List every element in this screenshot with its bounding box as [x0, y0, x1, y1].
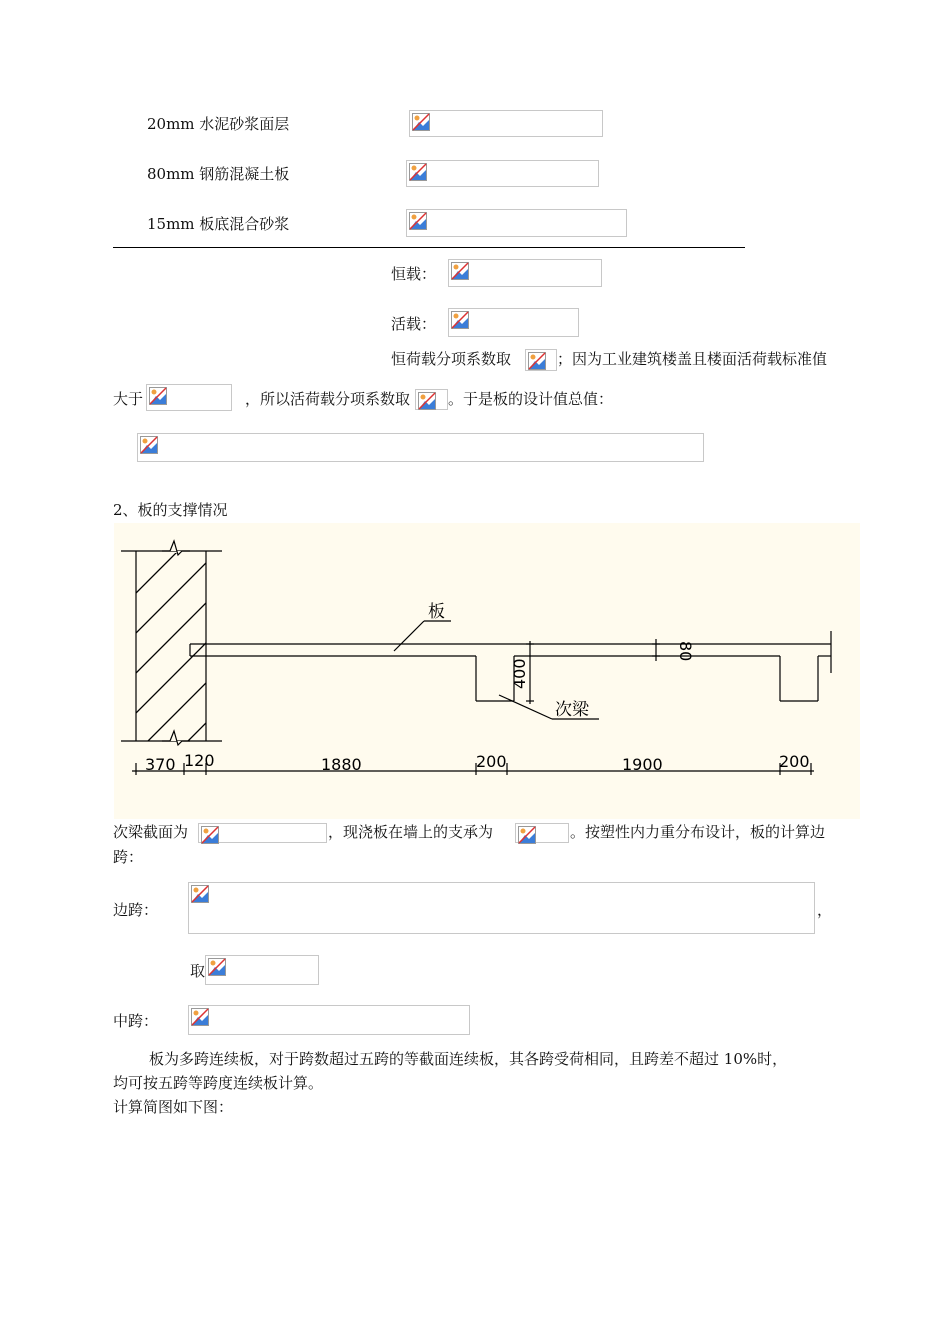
broken-image-icon [528, 352, 546, 370]
broken-image-icon [191, 885, 209, 903]
live-factor-text: ，所以活荷载分项系数取 [245, 390, 411, 408]
broken-image-icon [140, 436, 158, 454]
formula-image-placeholder [525, 349, 557, 371]
edge-span-label: 边跨： [113, 901, 159, 919]
take-label: 取 [190, 962, 206, 980]
dead-load-label: 恒载： [391, 265, 437, 283]
dim-400: 400 [510, 658, 529, 689]
broken-image-icon [208, 958, 226, 976]
layer-1-label: 20mm 水泥砂浆面层 [147, 115, 290, 133]
dim-120: 120 [184, 751, 215, 770]
broken-image-icon [418, 392, 436, 410]
dim-1900: 1900 [622, 755, 663, 774]
formula-image-placeholder [188, 1005, 470, 1035]
broken-image-icon [201, 826, 219, 844]
formula-image-placeholder [415, 389, 448, 410]
sum-rule [113, 247, 745, 248]
broken-image-icon [518, 826, 536, 844]
wall-support-text: ，现浇板在墙上的支承为 [328, 823, 494, 841]
broken-image-icon [451, 311, 469, 329]
edge-span-comma: ， [817, 901, 833, 919]
label-slab: 板 [428, 602, 445, 622]
formula-image-placeholder [448, 259, 602, 287]
dim-370: 370 [145, 755, 176, 774]
design-total-text: 。于是板的设计值总值： [448, 390, 614, 408]
formula-image-placeholder [188, 882, 815, 934]
live-standard-text: ；因为工业建筑楼盖且楼面活荷载标准值 [557, 350, 828, 368]
dim-200-right: 200 [779, 752, 810, 771]
formula-image-placeholder [137, 433, 704, 462]
dim-80: 80 [676, 641, 695, 662]
beam-section-text: 次梁截面为 [113, 823, 189, 841]
support-diagram-drawing [114, 523, 860, 819]
live-load-label: 活载： [391, 315, 437, 333]
broken-image-icon [409, 212, 427, 230]
dim-200-left: 200 [476, 752, 507, 771]
broken-image-icon [409, 163, 427, 181]
support-diagram [114, 523, 860, 819]
formula-image-placeholder [198, 823, 327, 843]
broken-image-icon [191, 1008, 209, 1026]
layer-2-label: 80mm 钢筋混凝土板 [147, 165, 290, 183]
broken-image-icon [412, 113, 430, 131]
dead-factor-text: 恒荷载分项系数取 [391, 350, 512, 368]
calc-diagram-text: 计算简图如下图： [113, 1098, 234, 1116]
span-word-text: 跨： [113, 848, 144, 866]
continuous-slab-text-2: 均可按五跨等跨度连续板计算。 [113, 1074, 324, 1092]
formula-image-placeholder [515, 823, 569, 843]
section-heading: 2、板的支撑情况 [113, 501, 228, 519]
greater-than-text: 大于 [113, 390, 144, 408]
formula-image-placeholder [146, 384, 232, 411]
middle-span-label: 中跨： [113, 1012, 159, 1030]
plastic-design-text: 。按塑性内力重分布设计，板的计算边 [570, 823, 826, 841]
dim-1880: 1880 [321, 755, 362, 774]
continuous-slab-text-1: 板为多跨连续板，对于跨数超过五跨的等截面连续板，其各跨受荷相同，且跨差不超过 10%时， [149, 1050, 788, 1068]
formula-image-placeholder [409, 110, 603, 137]
label-secondary-beam: 次梁 [555, 700, 589, 720]
broken-image-icon [451, 262, 469, 280]
formula-image-placeholder [205, 955, 319, 985]
formula-image-placeholder [406, 160, 599, 187]
formula-image-placeholder [448, 308, 579, 337]
layer-3-label: 15mm 板底混合砂浆 [147, 215, 290, 233]
broken-image-icon [149, 387, 167, 405]
formula-image-placeholder [406, 209, 627, 237]
